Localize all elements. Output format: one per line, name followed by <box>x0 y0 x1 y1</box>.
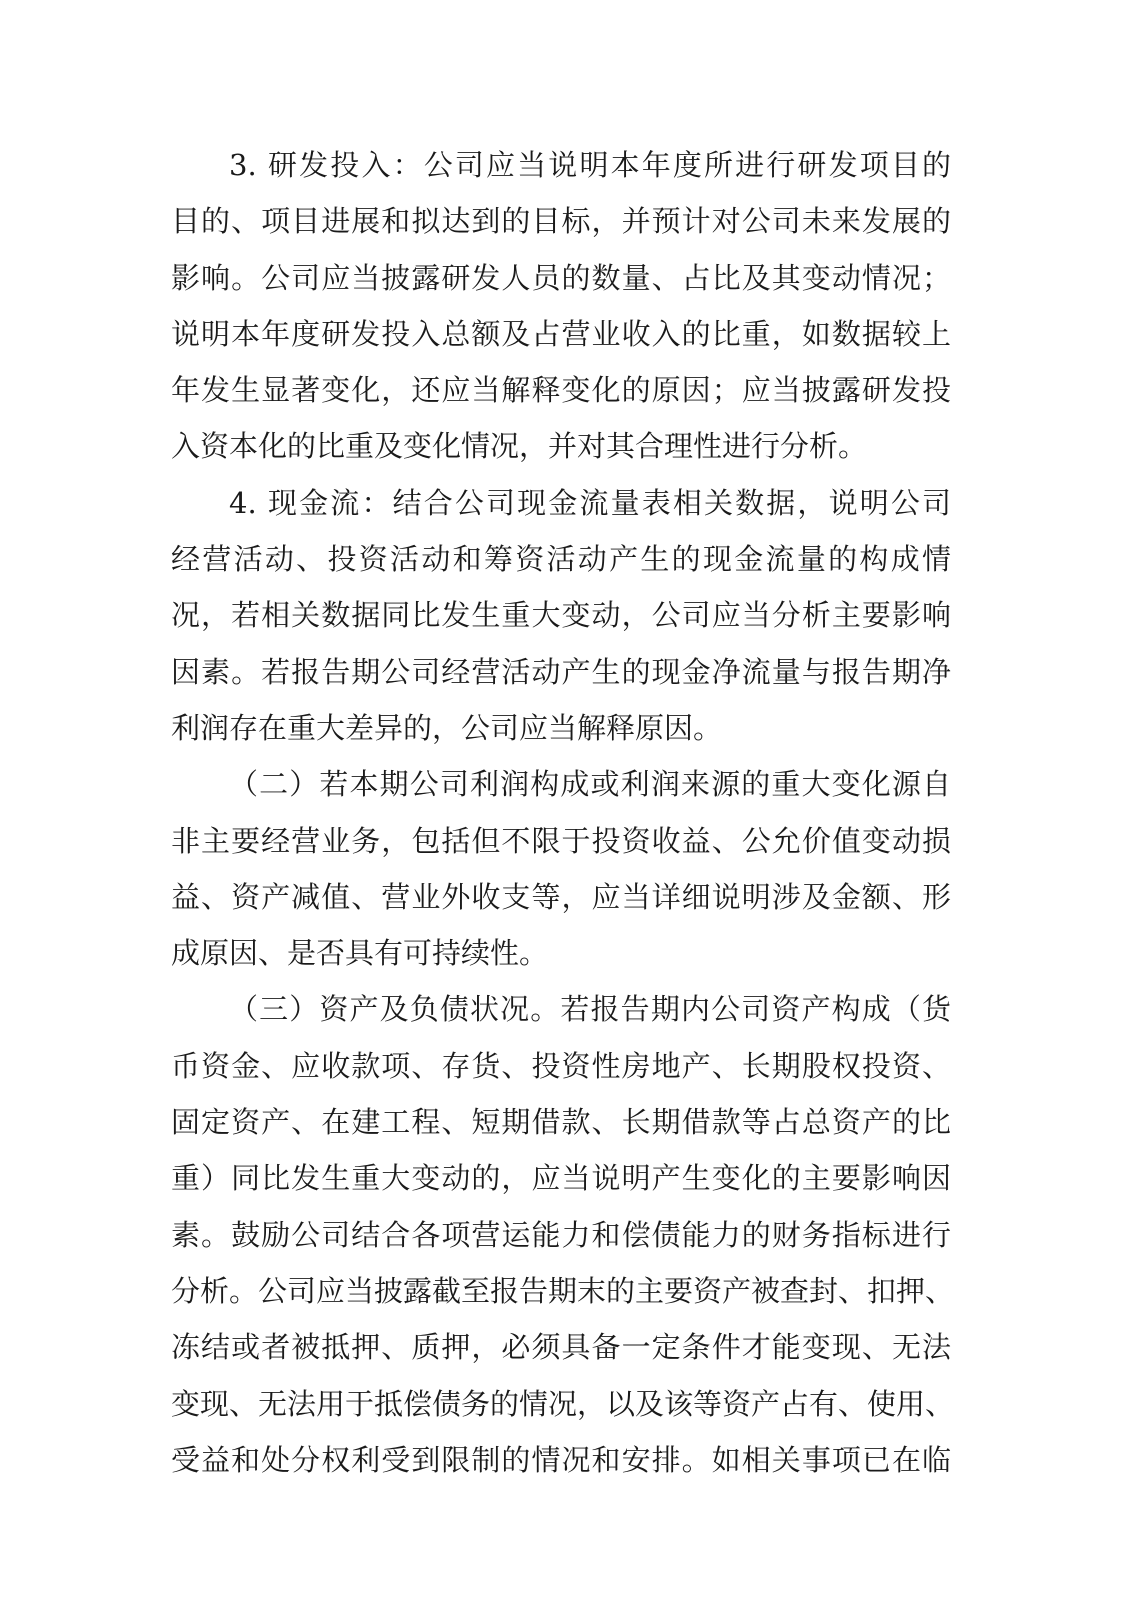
text-line: 3. 研发投入：公司应当说明本年度所进行研发项目的 <box>229 148 951 182</box>
text-line: 年发生显著变化，还应当解释变化的原因；应当披露研发投 <box>171 373 951 408</box>
text-line: 益、资产减值、营业外收支等，应当详细说明涉及金额、形 <box>171 879 951 914</box>
text-line: 目的、项目进展和拟达到的目标，并预计对公司未来发展的 <box>171 204 951 239</box>
document-body <box>171 137 955 1488</box>
text-line: 分析。公司应当披露截至报告期末的主要资产被查封、扣押、 <box>171 1273 955 1308</box>
paragraph-profit-sources <box>171 756 951 981</box>
text-line: 入资本化的比重及变化情况，并对其合理性进行分析。 <box>171 429 868 464</box>
text-line: 因素。若报告期公司经营活动产生的现金净流量与报告期净 <box>171 654 951 689</box>
text-line: 影响。公司应当披露研发人员的数量、占比及其变动情况； <box>171 260 951 295</box>
text-line: 币资金、应收款项、存货、投资性房地产、长期股权投资、 <box>171 1048 951 1083</box>
text-line: 说明本年度研发投入总额及占营业收入的比重，如数据较上 <box>171 316 951 351</box>
text-line: 素。鼓励公司结合各项营运能力和偿债能力的财务指标进行 <box>171 1217 951 1252</box>
text-line: 受益和处分权利受到限制的情况和安排。如相关事项已在临 <box>171 1442 951 1477</box>
text-line: 冻结或者被抵押、质押，必须具备一定条件才能变现、无法 <box>171 1330 951 1365</box>
text-line: 变现、无法用于抵偿债务的情况，以及该等资产占有、使用、 <box>171 1386 955 1421</box>
text-line: 经营活动、投资活动和筹资活动产生的现金流量的构成情 <box>171 542 951 577</box>
text-line: 重）同比发生重大变动的，应当说明产生变化的主要影响因 <box>171 1161 951 1196</box>
text-line: 利润存在重大差异的，公司应当解释原因。 <box>171 710 723 745</box>
paragraph-rd-investment <box>171 137 951 475</box>
text-line: （三）资产及负债状况。若报告期内公司资产构成（货 <box>229 992 951 1027</box>
paragraph-assets-liabilities <box>171 981 955 1488</box>
text-line: 4. 现金流：结合公司现金流量表相关数据，说明公司 <box>229 485 951 520</box>
text-line: （二）若本期公司利润构成或利润来源的重大变化源自 <box>229 767 951 802</box>
text-line: 非主要经营业务，包括但不限于投资收益、公允价值变动损 <box>171 823 951 858</box>
text-line: 况，若相关数据同比发生重大变动，公司应当分析主要影响 <box>171 598 951 633</box>
text-line: 成原因、是否具有可持续性。 <box>171 936 549 971</box>
paragraph-cash-flow <box>171 475 951 756</box>
text-line: 固定资产、在建工程、短期借款、长期借款等占总资产的比 <box>171 1105 951 1140</box>
